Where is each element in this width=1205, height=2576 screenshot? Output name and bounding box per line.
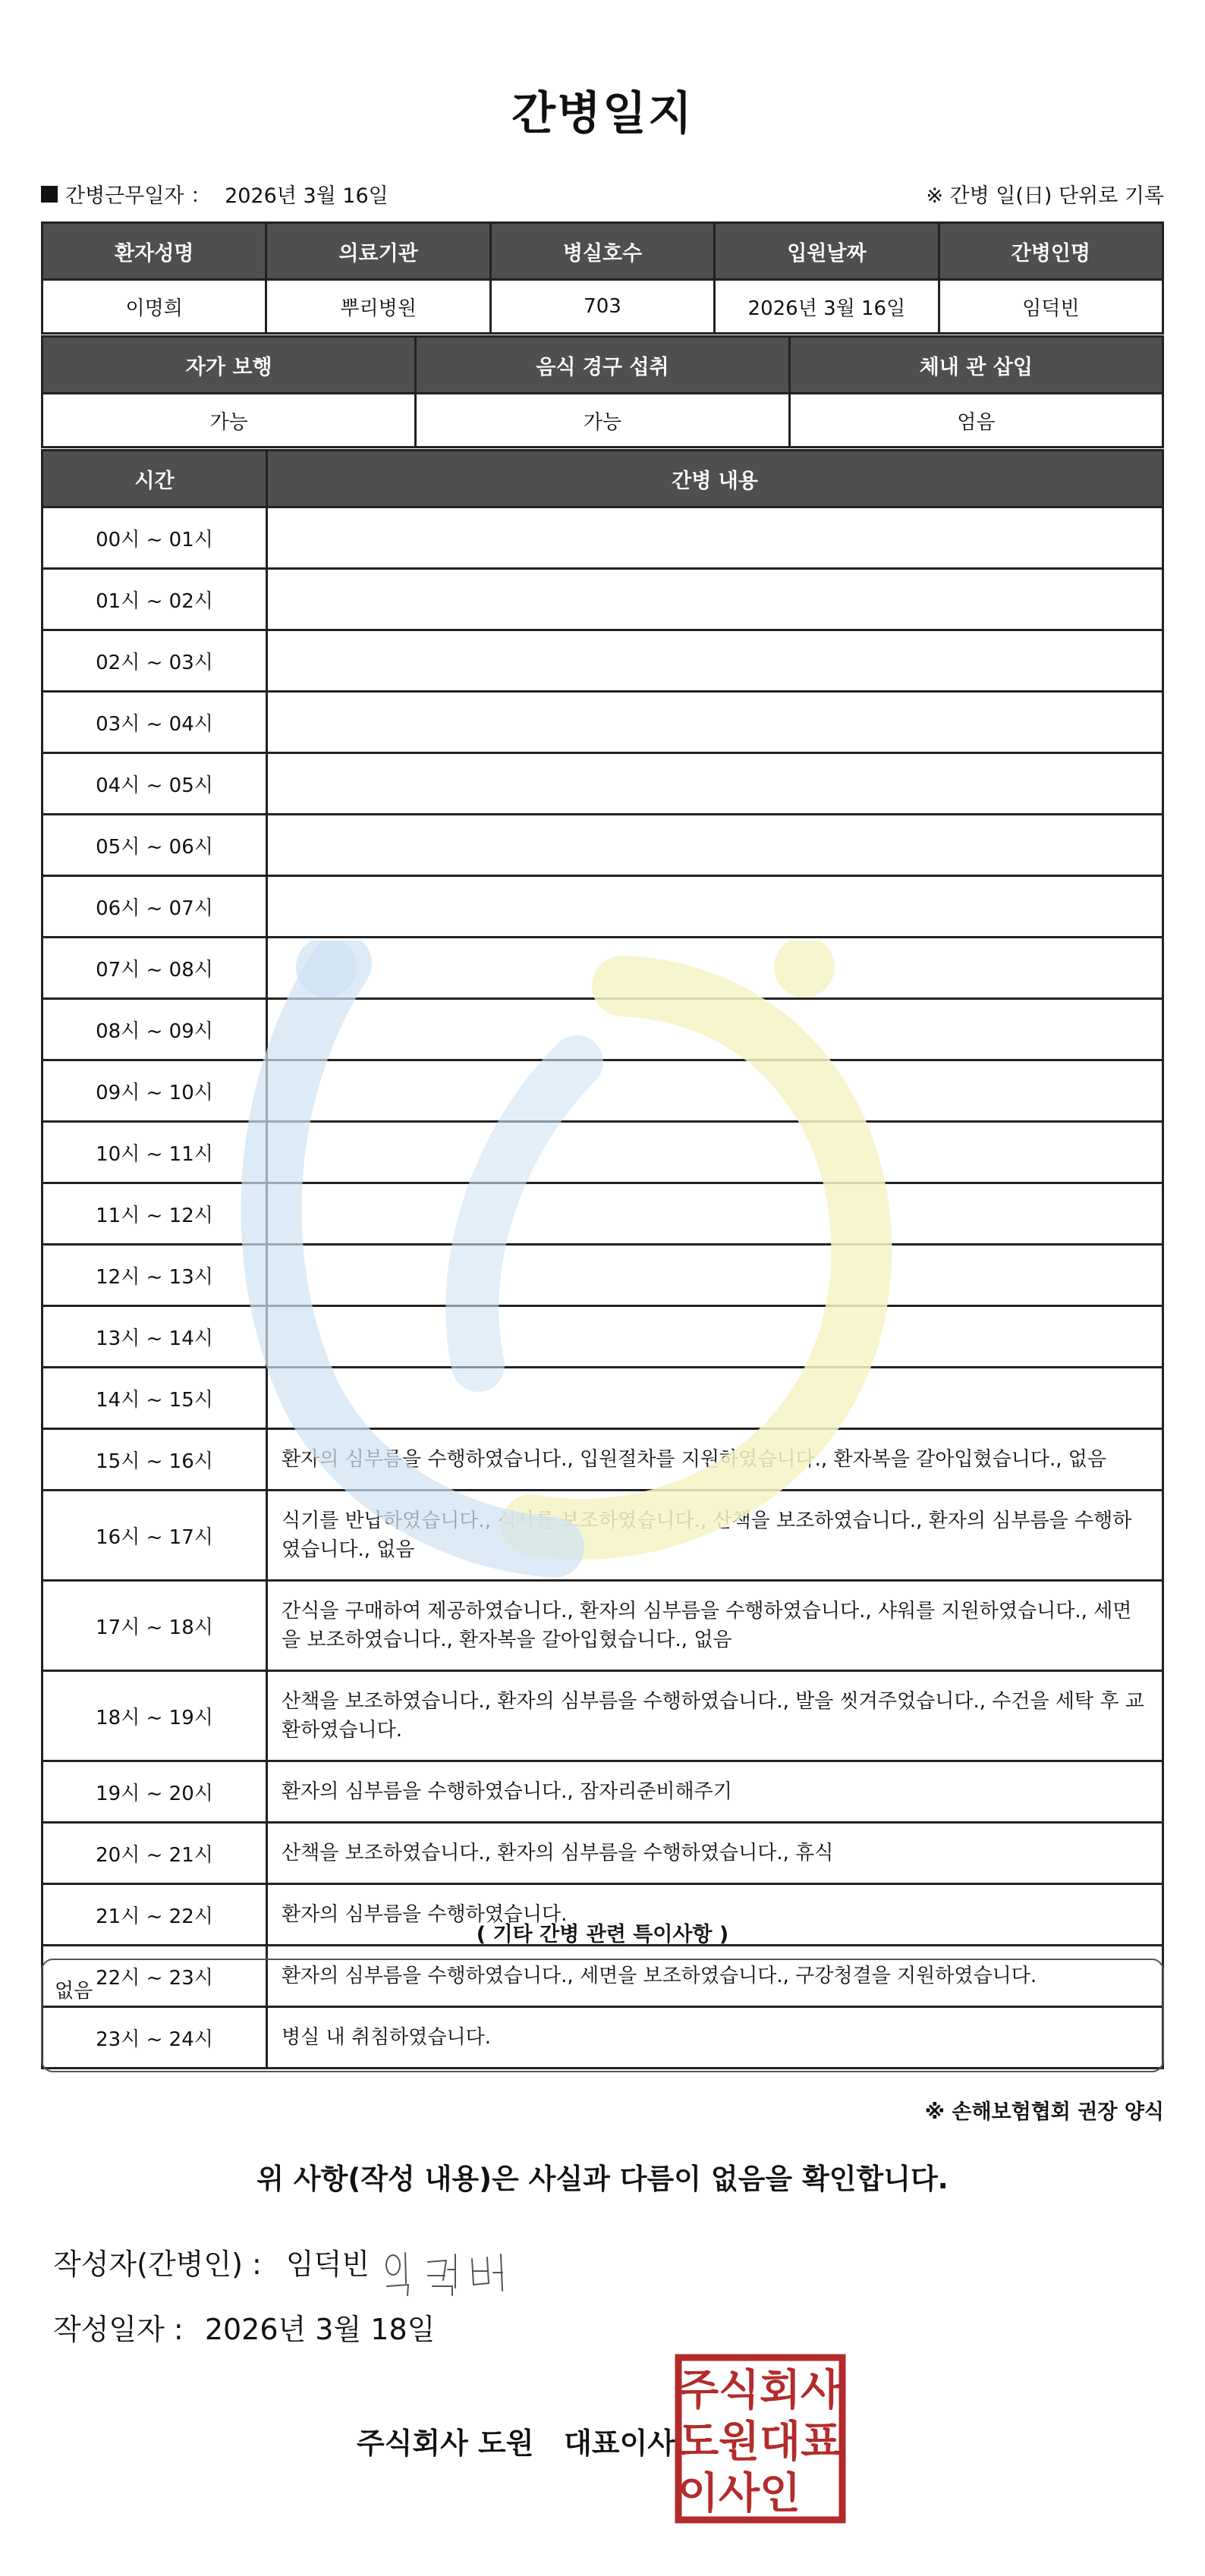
row-content: [267, 1122, 1163, 1183]
row-content: [267, 753, 1163, 815]
seal-char: 대: [759, 2417, 801, 2467]
writer-line: [53, 2241, 370, 2282]
table-row: [42, 1183, 1163, 1245]
header-self-walking: 자가 보행: [42, 337, 416, 394]
row-time: 20시 ~ 21시: [42, 1823, 267, 1884]
header-hospital: 의료기관: [266, 223, 490, 280]
table-row: [42, 692, 1163, 753]
row-content: 환자의 심부름을 수행하였습니다., 세면을 보조하였습니다., 구강청결을 지원하였습니다.: [267, 1946, 1163, 2007]
row-time: 00시 ~ 01시: [42, 507, 267, 569]
table-row: [42, 1060, 1163, 1122]
table-row: [42, 1368, 1163, 1429]
header-patient-name: 환자성명: [42, 223, 266, 280]
seal-char: 표: [800, 2417, 842, 2467]
row-time: 15시 ~ 16시: [42, 1429, 267, 1491]
row-content: [267, 1368, 1163, 1429]
row-time: 08시 ~ 09시: [42, 999, 267, 1060]
written-date: 2026년 3월 18일: [204, 2313, 436, 2346]
table-row: [42, 1306, 1163, 1368]
row-time: 11시 ~ 12시: [42, 1183, 267, 1245]
table-row: [42, 753, 1163, 815]
row-content: [267, 569, 1163, 630]
caregiver-name: 임덕빈: [939, 280, 1163, 334]
company-representative: 주식회사 도원 대표이사: [357, 2427, 675, 2460]
table-row: [42, 507, 1163, 569]
work-date-label: 간병근무일자 ：: [65, 184, 212, 208]
row-content: [267, 876, 1163, 938]
table-row: [42, 1122, 1163, 1183]
special-notes-heading: ( 기타 간병 관련 특이사항 ): [476, 1923, 729, 1946]
row-content: [267, 692, 1163, 753]
hospital: 뿌리병원: [266, 280, 490, 334]
row-content: [267, 1245, 1163, 1306]
writer-name: 임덕빈: [285, 2248, 370, 2281]
table-row: [42, 1823, 1163, 1884]
recommendation-note: ※ 손해보험협회 권장 양식: [924, 2100, 1164, 2124]
header-oral-intake: 음식 경구 섭취: [416, 337, 789, 394]
header-tube-insertion: 체내 관 삽입: [789, 337, 1163, 394]
room-number: 703: [490, 280, 714, 334]
unit-note: ※ 간병 일(日) 단위로 기록: [926, 184, 1164, 208]
writer-label: 작성자(간병인) :: [53, 2248, 262, 2281]
patient-info-table: [41, 221, 1164, 335]
table-row: [42, 1761, 1163, 1823]
written-date-label: 작성일자 :: [53, 2313, 184, 2346]
row-time: 01시 ~ 02시: [42, 569, 267, 630]
table-row: [42, 876, 1163, 938]
row-content: [267, 999, 1163, 1060]
row-content: 식기를 반납하였습니다., 식사를 보조하였습니다., 산책을 보조하였습니다., 환자의 심부름을 수행하였습니다., 없음: [267, 1491, 1163, 1581]
row-time: 03시 ~ 04시: [42, 692, 267, 753]
seal-char: 사: [718, 2469, 760, 2518]
row-content: [267, 507, 1163, 569]
row-time: 07시 ~ 08시: [42, 938, 267, 999]
seal-char: 이: [677, 2469, 719, 2518]
header-time: 시간: [42, 451, 267, 507]
row-content: [267, 938, 1163, 999]
table-row: [42, 1429, 1163, 1491]
row-content: 환자의 심부름을 수행하였습니다.: [267, 1884, 1163, 1946]
row-time: 22시 ~ 23시: [42, 1946, 267, 2007]
patient-name: 이명희: [42, 280, 266, 334]
confirmation-statement: 위 사항(작성 내용)은 사실과 다름이 없음을 확인합니다.: [256, 2163, 949, 2195]
header-caregiver-name: 간병인명: [939, 223, 1163, 280]
table-row: [42, 630, 1163, 692]
row-time: 02시 ~ 03시: [42, 630, 267, 692]
row-time: 13시 ~ 14시: [42, 1306, 267, 1368]
row-time: 16시 ~ 17시: [42, 1491, 267, 1581]
row-content: [267, 1183, 1163, 1245]
page-title: 간병일지: [511, 87, 694, 140]
care-log-table: [41, 449, 1164, 2069]
row-time: 09시 ~ 10시: [42, 1060, 267, 1122]
row-time: 06시 ~ 07시: [42, 876, 267, 938]
row-content: [267, 1306, 1163, 1368]
row-content: [267, 630, 1163, 692]
row-time: 12시 ~ 13시: [42, 1245, 267, 1306]
seal-char: 회: [759, 2366, 801, 2415]
row-content: 환자의 심부름을 수행하였습니다., 입원절차를 지원하였습니다., 환자복을 갈아입혔습니다., 없음: [267, 1429, 1163, 1491]
table-row: [42, 1581, 1163, 1671]
work-date: [41, 179, 389, 209]
header-admission-date: 입원날짜: [715, 223, 939, 280]
row-content: [267, 815, 1163, 876]
seal-char: 도: [677, 2417, 719, 2467]
handwritten-signature: [379, 2245, 516, 2298]
row-content: 산책을 보조하였습니다., 환자의 심부름을 수행하였습니다., 발을 씻겨주었습니다., 수건을 세탁 후 교환하였습니다.: [267, 1671, 1163, 1761]
oral-intake: 가능: [416, 394, 789, 448]
seal-char: 식: [718, 2366, 760, 2415]
self-walking: 가능: [42, 394, 416, 448]
written-date-line: [53, 2306, 435, 2348]
table-row: [42, 1245, 1163, 1306]
row-time: 05시 ~ 06시: [42, 815, 267, 876]
table-row: [42, 1671, 1163, 1761]
row-content: 간식을 구매하여 제공하였습니다., 환자의 심부름을 수행하였습니다., 샤워를 지원하였습니다., 세면을 보조하였습니다., 환자복을 갈아입혔습니다., 없음: [267, 1581, 1163, 1671]
special-notes-box: [41, 1959, 1164, 2072]
row-content: 환자의 심부름을 수행하였습니다., 잠자리준비해주기: [267, 1761, 1163, 1823]
work-date-value: 2026년 3월 16일: [225, 184, 389, 208]
row-time: 14시 ~ 15시: [42, 1368, 267, 1429]
row-time: 23시 ~ 24시: [42, 2007, 267, 2069]
row-time: 17시 ~ 18시: [42, 1581, 267, 1671]
row-time: 04시 ~ 05시: [42, 753, 267, 815]
special-notes-content: 없음: [55, 1980, 93, 2003]
row-content: 병실 내 취침하였습니다.: [267, 2007, 1163, 2069]
row-time: 19시 ~ 20시: [42, 1761, 267, 1823]
table-row: [42, 1491, 1163, 1581]
table-row: [42, 569, 1163, 630]
admission-date: 2026년 3월 16일: [715, 280, 939, 334]
square-bullet-icon: [41, 186, 58, 203]
row-time: 21시 ~ 22시: [42, 1884, 267, 1946]
header-room-number: 병실호수: [490, 223, 714, 280]
patient-status-table: [41, 335, 1164, 448]
table-row: [42, 999, 1163, 1060]
row-content: [267, 1060, 1163, 1122]
seal-char: 사: [800, 2366, 842, 2415]
seal-char: 주: [677, 2366, 719, 2415]
row-time: 18시 ~ 19시: [42, 1671, 267, 1761]
seal-char: 인: [759, 2469, 801, 2518]
row-time: 10시 ~ 11시: [42, 1122, 267, 1183]
table-row: [42, 815, 1163, 876]
row-content: 산책을 보조하였습니다., 환자의 심부름을 수행하였습니다., 휴식: [267, 1823, 1163, 1884]
header-care-content: 간병 내용: [267, 451, 1163, 507]
tube-insertion: 엄음: [789, 394, 1163, 448]
seal-char: 원: [718, 2417, 760, 2467]
table-row: [42, 938, 1163, 999]
company-seal-icon: [674, 2353, 847, 2524]
